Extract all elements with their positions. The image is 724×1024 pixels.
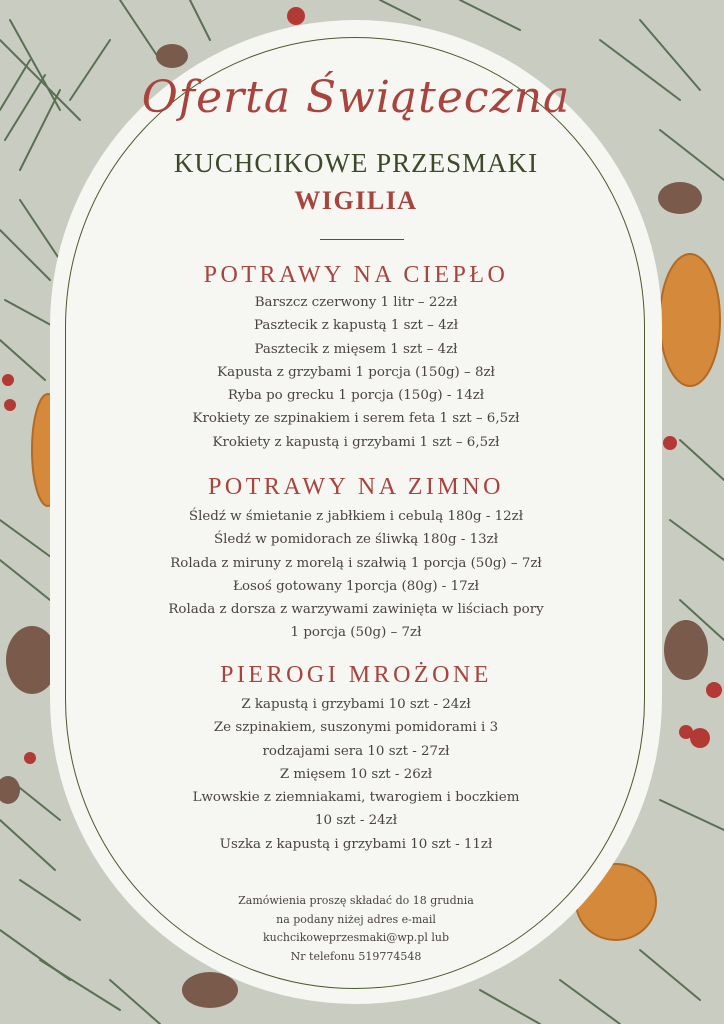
event-subtitle: WIGILIA xyxy=(294,186,418,215)
menu-item: Ryba po grecku 1 porcja (150g) - 14zł xyxy=(227,388,485,404)
section-items-hot xyxy=(50,291,662,454)
section-heading-hot: POTRAWY NA CIEPŁO xyxy=(203,262,509,288)
menu-item: Śledź w pomidorach ze śliwką 180g - 13zł xyxy=(213,532,499,548)
order-footer xyxy=(50,892,662,967)
section-heading-pierogi: PIEROGI MROŻONE xyxy=(220,662,492,688)
menu-item: Łosoś gotowany 1porcja (80g) - 17zł xyxy=(232,578,480,594)
menu-item: Krokiety z kapustą i grzybami 1 szt – 6,5zł xyxy=(212,434,500,450)
section-items-pierogi xyxy=(50,693,662,856)
menu-item: Z kapustą i grzybami 10 szt - 24zł xyxy=(241,697,471,712)
menu-item: Pasztecik z mięsem 1 szt – 4zł xyxy=(254,341,458,357)
footer-email[interactable]: kuchcikoweprzesmaki@wp.pl lub xyxy=(263,931,449,945)
footer-line-deadline: Zamówienia proszę składać do 18 grudnia xyxy=(238,894,474,907)
menu-item: rodzajami sera 10 szt - 27zł xyxy=(262,743,450,759)
menu-item: Rolada z dorsza z warzywami zawinięta w liściach pory xyxy=(168,602,544,618)
menu-item: Lwowskie z ziemniakami, twarogiem i boczkiem xyxy=(192,790,520,806)
footer-line-email-intro: na podany niżej adres e-mail xyxy=(276,912,436,926)
menu-item: 10 szt - 24zł xyxy=(314,813,398,829)
menu-item: 1 porcja (50g) – 7zł xyxy=(290,625,422,641)
footer-phone: Nr telefonu 519774548 xyxy=(290,950,422,964)
menu-item: Uszka z kapustą i grzybami 10 szt - 11zł xyxy=(219,836,493,852)
menu-item: Krokiety ze szpinakiem i serem feta 1 szt – 6,5zł xyxy=(192,411,520,427)
menu-item: Śledź w śmietanie z jabłkiem i cebulą 180g - 12zł xyxy=(188,509,524,524)
offer-title: Oferta Świąteczna xyxy=(141,72,571,123)
brand-name: KUCHCIKOWE PRZESMAKI xyxy=(173,148,539,178)
menu-item: Rolada z miruny z morelą i szałwią 1 porcja (50g) – 7zł xyxy=(170,555,542,571)
section-heading-cold: POTRAWY NA ZIMNO xyxy=(208,474,504,500)
menu-item: Kapusta z grzybami 1 porcja (150g) – 8zł xyxy=(217,364,495,380)
menu-item: Ze szpinakiem, suszonymi pomidorami i 3 xyxy=(213,720,499,736)
menu-item: Z mięsem 10 szt - 26zł xyxy=(279,766,433,782)
menu-item: Barszcz czerwony 1 litr – 22zł xyxy=(254,295,458,310)
section-items-cold xyxy=(50,505,662,645)
menu-item: Pasztecik z kapustą 1 szt – 4zł xyxy=(253,318,459,334)
title-divider xyxy=(320,239,404,240)
